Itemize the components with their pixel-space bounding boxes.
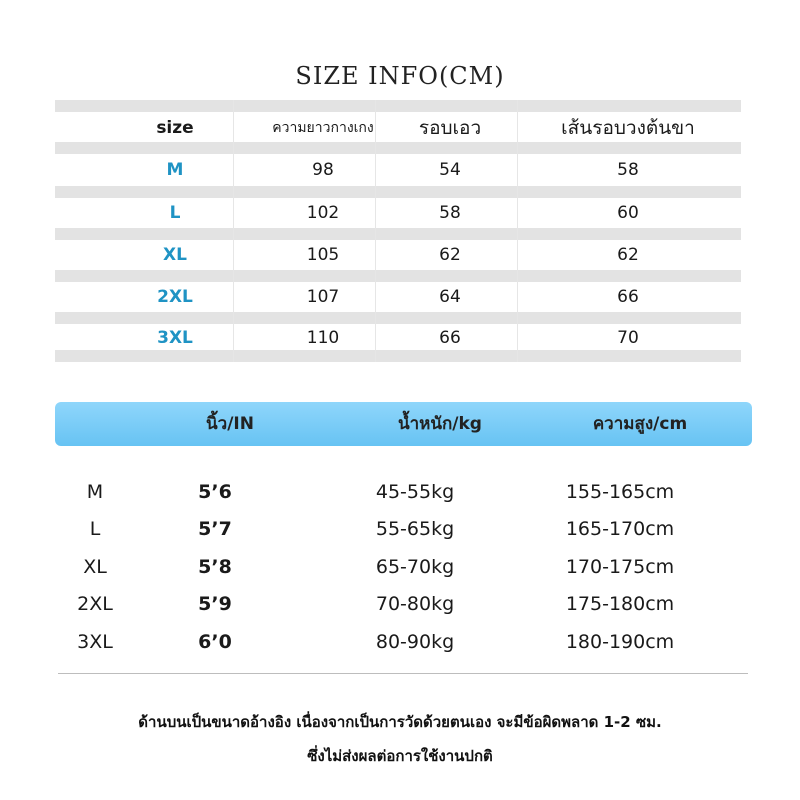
header-thigh: เส้นรอบวงต้นขา: [561, 117, 695, 139]
waist-value: 66: [439, 328, 461, 348]
weight-value: 65-70kg: [375, 556, 455, 578]
size-label: L: [89, 518, 101, 540]
inch-value: 5’7: [198, 518, 232, 540]
weight-value: 45-55kg: [375, 481, 455, 503]
thigh-value: 70: [617, 328, 639, 348]
table-row: [55, 155, 741, 185]
table-row: [0, 587, 800, 621]
thigh-value: 60: [617, 203, 639, 223]
table-row: [0, 550, 800, 584]
waist-value: 58: [439, 203, 461, 223]
table-stripe: [55, 142, 741, 154]
height-value: 180-190cm: [565, 631, 675, 653]
length-value: 107: [306, 287, 340, 307]
header-inch: นิ้ว/IN: [206, 414, 254, 434]
table-row: [55, 282, 741, 312]
note-line-2: ซึ่งไม่ส่งผลต่อการใช้งานปกติ: [307, 747, 493, 765]
table-stripe: [55, 270, 741, 282]
table-row: [55, 323, 741, 353]
table-row: [55, 240, 741, 270]
table-stripe: [55, 100, 741, 112]
inch-value: 5’6: [198, 481, 232, 503]
length-value: 105: [306, 245, 340, 265]
header-height: ความสูง/cm: [592, 414, 688, 434]
inch-value: 5’9: [198, 593, 232, 615]
table-header-row: [55, 113, 741, 143]
size-label: 3XL: [77, 631, 113, 653]
size-label: XL: [163, 245, 187, 265]
thigh-value: 58: [617, 160, 639, 180]
thigh-value: 62: [617, 245, 639, 265]
waist-value: 54: [439, 160, 461, 180]
header-weight: น้ำหนัก/kg: [398, 414, 482, 434]
table-row: [55, 198, 741, 228]
table-row: [0, 475, 800, 509]
waist-value: 64: [439, 287, 461, 307]
header-waist: รอบเอว: [418, 117, 482, 139]
height-value: 165-170cm: [565, 518, 675, 540]
size-label: XL: [83, 556, 107, 578]
table-stripe: [55, 228, 741, 240]
header-size: size: [156, 118, 194, 138]
table-stripe: [55, 186, 741, 198]
fit-table-header: [55, 402, 752, 446]
length-value: 98: [312, 160, 334, 180]
waist-value: 62: [439, 245, 461, 265]
size-table: [55, 100, 741, 362]
divider: [58, 673, 748, 674]
weight-value: 70-80kg: [375, 593, 455, 615]
page-title: SIZE INFO(CM): [295, 62, 505, 90]
note-line-1: ด้านบนเป็นขนาดอ้างอิง เนื่องจากเป็นการวัดด้วยตนเอง จะมีข้อผิดพลาด 1-2 ซม.: [138, 713, 662, 731]
length-value: 110: [306, 328, 340, 348]
header-length: ความยาวกางเกง: [272, 120, 374, 136]
size-label: 2XL: [157, 287, 193, 307]
table-row: [0, 625, 800, 659]
size-label: M: [166, 160, 184, 180]
size-label: L: [169, 203, 181, 223]
length-value: 102: [306, 203, 340, 223]
inch-value: 6’0: [198, 631, 232, 653]
size-label: 2XL: [77, 593, 113, 615]
table-row: [0, 512, 800, 546]
size-label: M: [86, 481, 104, 503]
height-value: 175-180cm: [565, 593, 675, 615]
weight-value: 55-65kg: [375, 518, 455, 540]
size-label: 3XL: [157, 328, 193, 348]
height-value: 155-165cm: [565, 481, 675, 503]
weight-value: 80-90kg: [375, 631, 455, 653]
inch-value: 5’8: [198, 556, 232, 578]
thigh-value: 66: [617, 287, 639, 307]
height-value: 170-175cm: [565, 556, 675, 578]
